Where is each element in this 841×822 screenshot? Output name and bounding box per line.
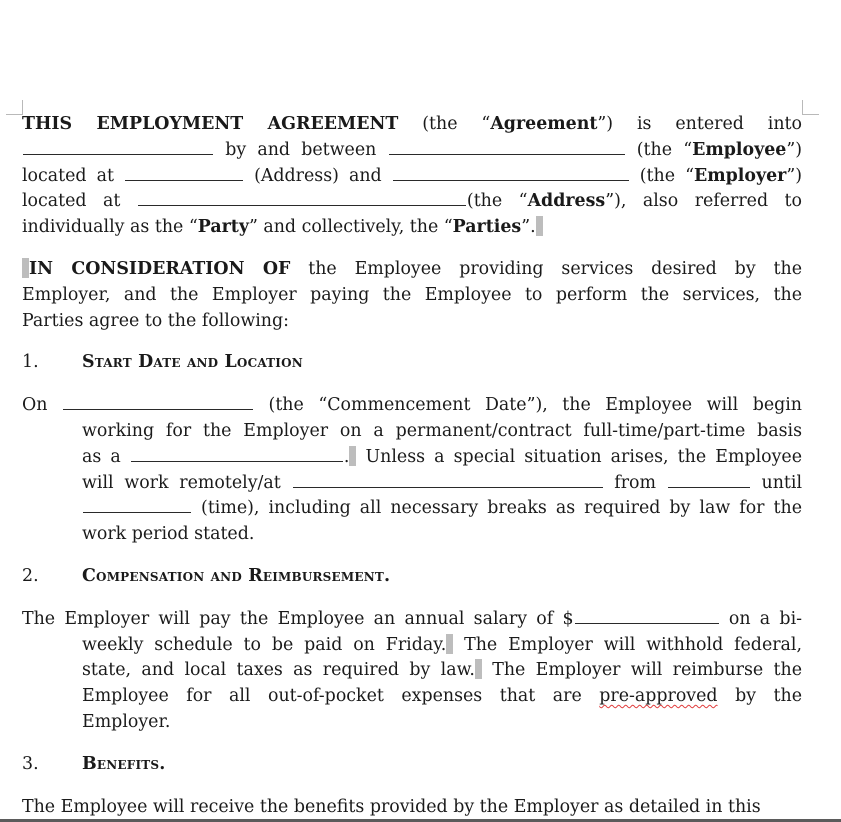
- intro-line-4: located at (the “Address”), also referred to: [22, 191, 802, 212]
- s2-line-2: weekly schedule to be paid on Friday. The Employer will withhold federal,: [82, 634, 802, 655]
- blank-employee-name[interactable]: [389, 153, 625, 155]
- section-2-paragraph: [22, 607, 802, 736]
- blank-start-time[interactable]: [668, 486, 750, 488]
- defined-term-employer: Employer: [693, 165, 787, 186]
- intro-line-1: THIS EMPLOYMENT AGREEMENT (the “Agreement”) is entered into: [22, 114, 802, 134]
- intro-line-3: located at (Address) and (the “Employer”): [22, 165, 802, 186]
- s2-line-3: state, and local taxes as required by law. The Employer will reimburse the: [82, 660, 802, 681]
- section-number: 3.: [22, 753, 39, 774]
- s1-line-5: (time), including all necessary breaks as required by law for the: [22, 496, 802, 522]
- s2-line-1: The Employer will pay the Employee an annual salary of $ on a bi-: [22, 608, 802, 629]
- blank-work-location[interactable]: [293, 486, 603, 488]
- s2-line-4: Employee for all out-of-pocket expenses that are pre-approved by the: [82, 686, 802, 707]
- document-body[interactable]: [22, 112, 802, 820]
- section-3-paragraph: [22, 795, 802, 821]
- intro-line-5: individually as the “Party” and collectively, the “Parties”.: [22, 215, 802, 241]
- blank-annual-salary[interactable]: [575, 622, 719, 624]
- s2-line-5: Employer.: [82, 711, 171, 732]
- consideration-line-3: Parties agree to the following:: [22, 310, 289, 331]
- s1-line-4: will work remotely/at from until: [82, 472, 802, 493]
- blank-employee-address[interactable]: [125, 179, 243, 181]
- s1-line-2: working for the Employer on a permanent/contract full-time/part-time basis: [82, 420, 802, 441]
- section-title: Start Date and Location: [82, 352, 303, 373]
- section-heading-3: [22, 752, 802, 778]
- blank-commencement-date[interactable]: [63, 408, 253, 410]
- s3-line-1: The Employee will receive the benefits provided by the Employer as detailed in this: [22, 796, 761, 817]
- blank-date-field[interactable]: [23, 153, 213, 155]
- section-1-paragraph: [22, 393, 802, 548]
- consideration-paragraph: [22, 257, 802, 334]
- s1-line-6: work period stated.: [82, 524, 255, 545]
- defined-term-address: Address: [527, 191, 606, 212]
- blank-job-title[interactable]: [131, 460, 343, 462]
- crop-mark-top-left: [6, 100, 23, 115]
- consideration-line-1: IN CONSIDERATION OF the Employee providing services desired by the: [22, 257, 802, 283]
- section-number: 1.: [22, 352, 39, 373]
- intro-line-2: by and between (the “Employee”): [22, 138, 802, 164]
- crop-mark-top-right: [802, 100, 819, 115]
- section-title: Benefits.: [82, 753, 166, 774]
- s1-line-1: On (the “Commencement Date”), the Employee will begin: [22, 395, 802, 416]
- comment-marker[interactable]: [349, 446, 356, 466]
- spellcheck-flagged-word[interactable]: pre-approved: [599, 686, 718, 707]
- defined-term-employee: Employee: [692, 139, 787, 160]
- blank-employer-name[interactable]: [393, 179, 629, 181]
- comment-marker[interactable]: [536, 216, 543, 236]
- s1-line-3: as a . Unless a special situation arises, the Employee: [82, 446, 802, 467]
- defined-term-party: Party: [197, 217, 249, 238]
- section-heading-1: [22, 350, 802, 376]
- consideration-line-2: Employer, and the Employer paying the Employee to perform the services, the: [22, 284, 802, 305]
- defined-term-parties: Parties: [452, 217, 522, 238]
- consideration-lead: IN CONSIDERATION OF: [29, 258, 291, 279]
- intro-paragraph: [22, 112, 802, 241]
- agreement-title: THIS EMPLOYMENT AGREEMENT: [22, 114, 399, 134]
- section-title: Compensation and Reimbursement.: [82, 565, 391, 586]
- defined-term-agreement: Agreement: [490, 114, 598, 134]
- comment-marker[interactable]: [475, 659, 482, 679]
- blank-employer-address[interactable]: [138, 204, 466, 206]
- comment-marker[interactable]: [446, 634, 453, 654]
- blank-end-time[interactable]: [83, 511, 191, 513]
- section-number: 2.: [22, 565, 39, 586]
- section-heading-2: [22, 564, 802, 590]
- comment-marker[interactable]: [22, 258, 29, 278]
